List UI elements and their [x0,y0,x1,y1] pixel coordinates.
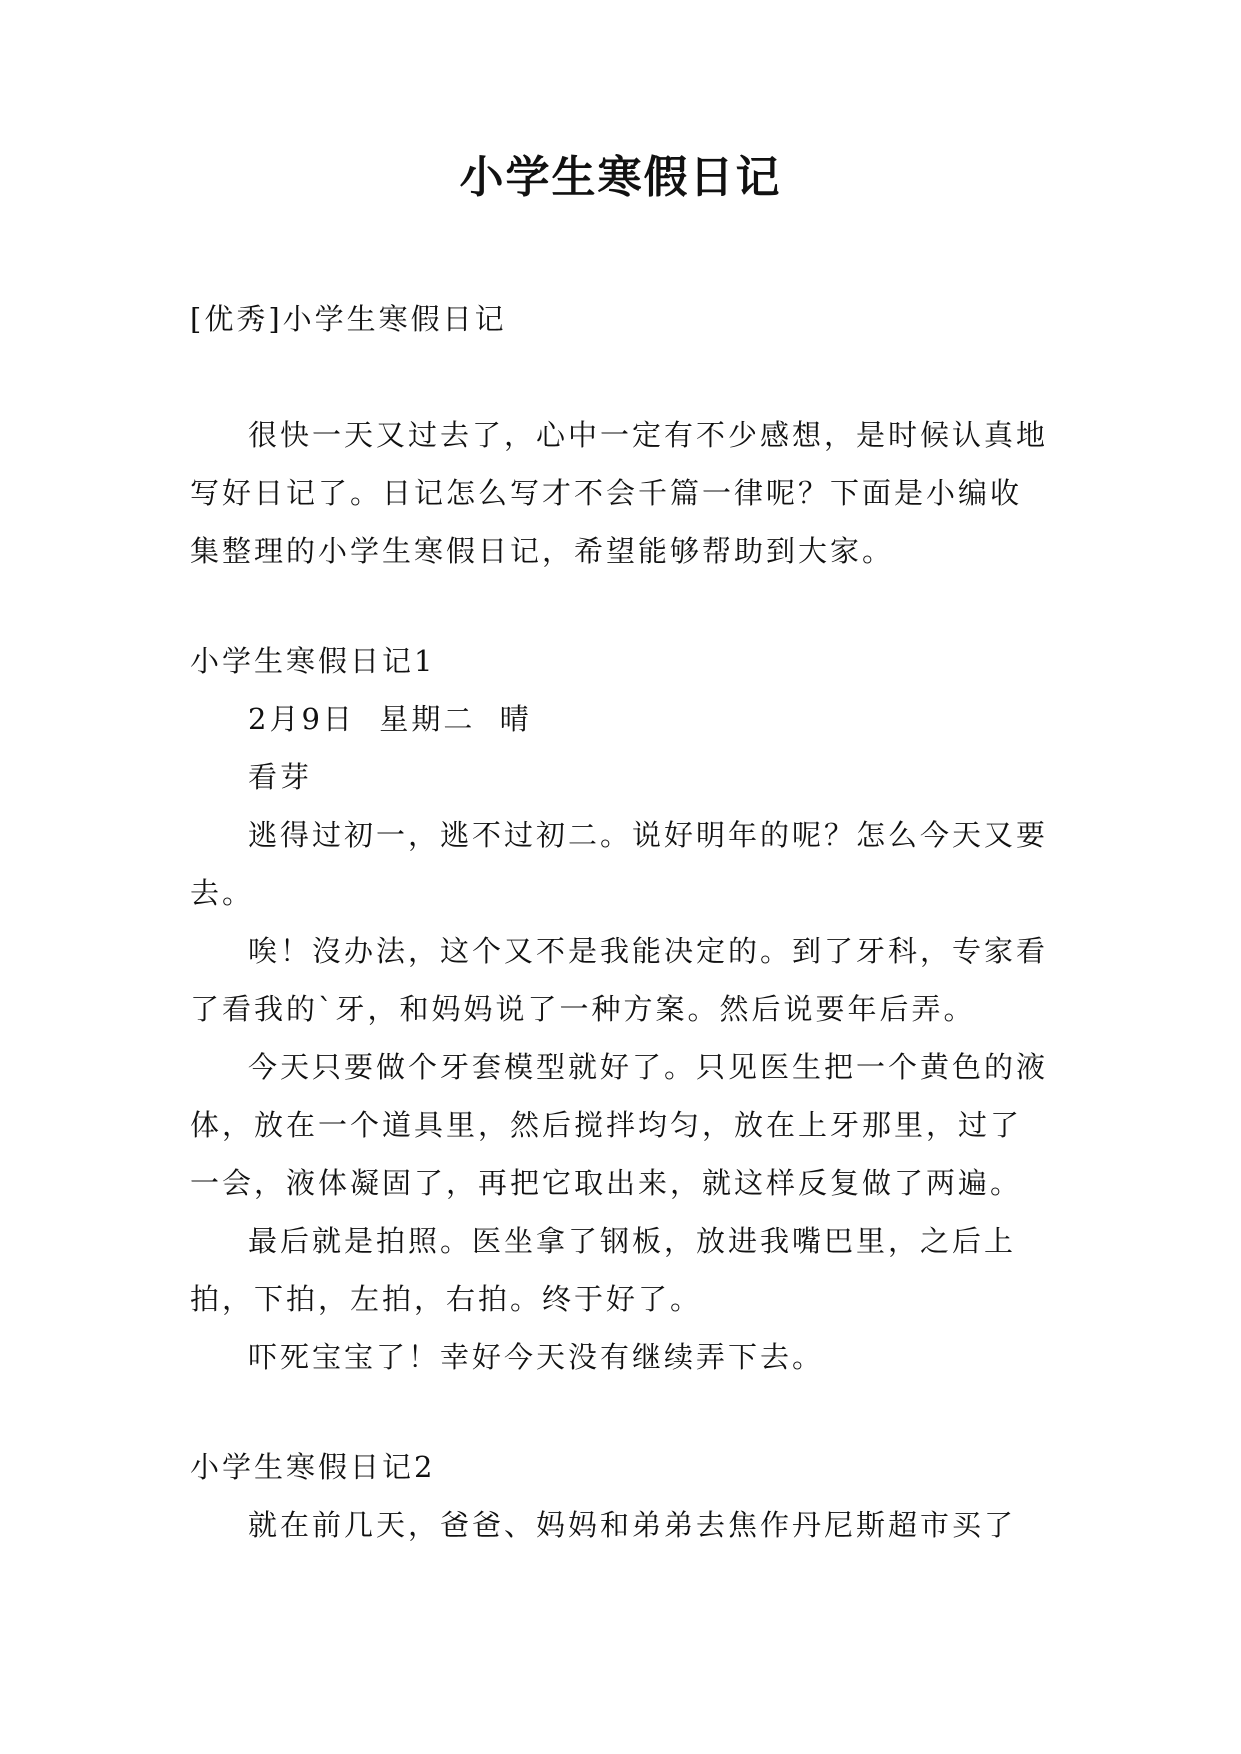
entry-2-heading: 小学生寒假日记2 [190,1450,436,1484]
entry-1-topic: 看芽 [248,760,313,794]
entry-1-paragraph: 唉！沒办法，这个又不是我能决定的。到了牙科，专家看了看我的`牙，和妈妈说了一种方案。然后说要年后弄。 [190,934,1049,1026]
entry-1-paragraph: 吓死宝宝了！幸好今天没有继续弄下去。 [248,1340,825,1374]
entry-1-heading: 小学生寒假日记1 [190,644,436,678]
document-subtitle: [优秀]小学生寒假日记 [190,302,507,336]
document-title: 小学生寒假日记 [459,152,782,203]
document-body [190,290,1050,1554]
entry-1-paragraph: 今天只要做个牙套模型就好了。只见医生把一个黄色的液体，放在一个道具里，然后搅拌均匀，放在上牙那里，过了一会，液体凝固了，再把它取出来，就这样反复做了两遍。 [190,1050,1049,1200]
intro-paragraph: 很快一天又过去了，心中一定有不少感想，是时候认真地写好日记了。日记怎么写才不会千篇一律呢？下面是小编收集整理的小学生寒假日记，希望能够帮助到大家。 [190,418,1049,568]
entry-1-date: 2月9日 星期二 晴 [248,702,532,736]
entry-2-paragraph: 就在前几天，爸爸、妈妈和弟弟去焦作丹尼斯超市买了 [248,1508,1017,1542]
entry-1-paragraph: 逃得过初一，逃不过初二。说好明年的呢？怎么今天又要去。 [190,818,1049,910]
entry-1-paragraph: 最后就是拍照。医坐拿了钢板，放进我嘴巴里，之后上拍，下拍，左拍，右拍。终于好了。 [190,1224,1017,1316]
